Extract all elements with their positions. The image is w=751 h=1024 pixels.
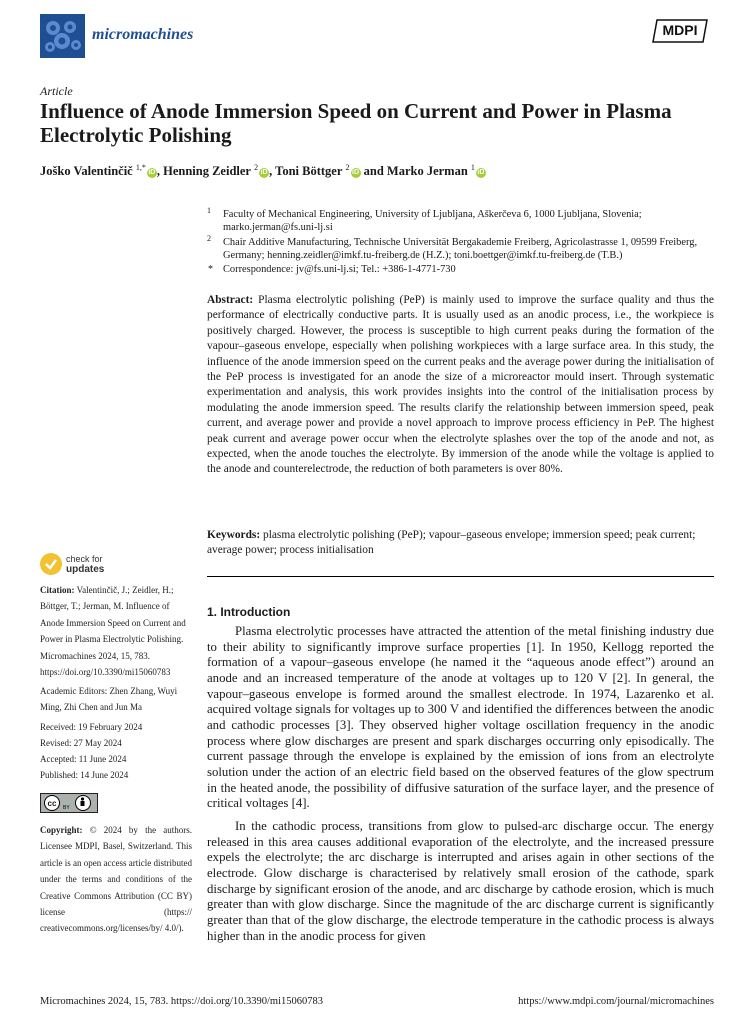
orcid-icon[interactable]: iD — [477, 169, 485, 177]
keywords-text: plasma electrolytic polishing (PeP); vapour–gaseous envelope; immersion speed; peak current; average power; process initialisation — [207, 529, 696, 557]
affiliation-number: 1 — [207, 206, 211, 215]
author-affil: 2 — [254, 163, 259, 172]
divider — [207, 576, 714, 577]
publisher-label: MDPI — [662, 22, 698, 38]
affiliation-text: Chair Additive Manufacturing, Technische Universität Bergakademie Freiberg, Agricolastrasse 1, 09599 Freiberg, Germany; henning.zeidler@imkf.tu-freiberg.de (H.Z.); toni.boettger@imkf.tu-freiberg.de (T.B.) — [223, 237, 698, 261]
by-attribution-icon — [75, 795, 91, 811]
author-affil: 2 — [345, 163, 350, 172]
orcid-icon[interactable]: iD — [260, 169, 268, 177]
revised-date: Revised: 27 May 2024 — [40, 738, 122, 748]
abstract-text: Plasma electrolytic polishing (PeP) is mainly used to improve the surface quality and thus the performance of electrically conductive parts. It is usually used as an anodic process, i.e., the workpiece is positively charged. However, the process is susceptible to high current peaks during the formation of the vapour–gaseous envelope, especially when polishing workpieces with a large surface area. In this study, the influence of the anode immersion speed on the current peaks and the average power during the initialisation of the PeP process is investigated for an anode the size of a microreactor mould insert. Through systematic experimentation and analysis, this work provides insights into the control of the initialisation process by modulating the anode immersion speed. The results clarify the relationship between immersion speed, peak current, and average power and provide a novel approach to improve process efficiency in PeP. The highest peak current and average power occur when the electrolyte splashes over the top of the anode and not, as expected, when the anode touches the electrolyte. By immersion of the anode while the voltage is applied to the anode and counterelectrode, the reduction of both parameters is over 80%. — [207, 294, 714, 476]
copyright-label: Copyright: — [40, 825, 83, 835]
author-affil: 1,* — [135, 163, 146, 172]
author-conjunction: and — [363, 164, 384, 179]
section-heading: 1. Introduction — [207, 605, 291, 619]
check-updates-line2[interactable]: updates — [66, 564, 105, 575]
journal-name[interactable]: micromachines — [92, 26, 194, 43]
journal-logo-icon — [40, 14, 85, 58]
cc-label: cc — [44, 795, 60, 811]
accepted-date: Accepted: 11 June 2024 — [40, 754, 127, 764]
academic-editors: Academic Editors: Zhen Zhang, Wuyi Ming, Zhi Chen and Jun Ma — [40, 686, 178, 713]
author-name[interactable]: Toni Böttger — [275, 164, 343, 179]
affiliation-number: * — [208, 264, 213, 275]
affiliation-text: Correspondence: jv@fs.uni-lj.si; Tel.: +386-1-4771-730 — [223, 264, 456, 275]
author-list: Joško Valentinčič $^{1,*}$iD , Henning Zeidler $^2$iD , Toni Böttger $^2$iD and Marko Jerman $^1$iD — [40, 163, 485, 179]
author-name[interactable]: Henning Zeidler — [163, 164, 251, 179]
copyright — [40, 822, 192, 937]
orcid-icon[interactable]: iD — [352, 169, 359, 177]
keywords-label: Keywords: — [207, 529, 261, 541]
check-updates-line1[interactable]: check for — [66, 554, 103, 564]
citation-label: Citation: — [40, 585, 75, 595]
published-date: Published: 14 June 2024 — [40, 770, 129, 780]
abstract-label: Abstract: — [207, 294, 254, 306]
affiliation-number: 2 — [207, 234, 211, 243]
author-name[interactable]: Joško Valentinčič — [40, 164, 133, 179]
keywords — [207, 528, 714, 559]
intro-paragraph-1: Plasma electrolytic processes have attracted the attention of the metal finishing industry due to their ability to significantly improve surface properties [1]. In 1950, Kellogg reported the formation of a vapour–gaseous envelope (he named it the “aqueous anode effect”) around an anode and an increased temperature of the anode at voltages up to 120 V [2]. In general, the vapour–gaseous envelope is formed around the smallest electrode. In 1974, Lazarenko et al. acquired voltage signals for voltages up to 300 V and identified the differences between the anodic and cathodic processes [3]. They observed higher voltage oscillation frequency in the anodic process where glow discharges are present and spark discharges occurring only episodically. The current passage through the envelope is explained by the emission of ions from an electrolyte solution under the action of an electric field based on the observed features of the glow spectrum in the heated anode, the possibility of diffusive saturation of the surface layer, and the presence of critical voltages [4]. — [207, 624, 714, 811]
abstract — [207, 293, 714, 478]
affiliation-text: Faculty of Mechanical Engineering, University of Ljubljana, Aškerčeva 6, 1000 Ljubljana, Slovenia; marko.jerman@fs.uni-lj.si — [223, 209, 642, 233]
citation — [40, 582, 192, 680]
author-name[interactable]: Marko Jerman — [386, 164, 468, 179]
by-label: BY — [63, 805, 70, 811]
orcid-icon[interactable]: iD — [148, 169, 156, 177]
citation-text[interactable]: Valentinčič, J.; Zeidler, H.; Böttger, T.; Jerman, M. Influence of Anode Immersion Speed on Current and Power in Plasma Electrolytic Polishing. Micromachines 2024, 15, 783. https://doi.org/10.3390/mi15060783 — [40, 585, 186, 678]
page-title: Influence of Anode Immersion Speed on Current and Power in Plasma Electrolytic Polishing — [40, 99, 672, 147]
footer-citation[interactable]: Micromachines 2024, 15, 783. https://doi.org/10.3390/mi15060783 — [40, 996, 324, 1007]
footer-journal-link[interactable]: https://www.mdpi.com/journal/micromachines — [518, 996, 714, 1007]
received-date: Received: 19 February 2024 — [40, 722, 143, 732]
copyright-text: © 2024 by the authors. Licensee MDPI, Basel, Switzerland. This article is an open access article distributed under the terms and conditions of the Creative Commons Attribution (CC BY) license (https:// creativecommons.org/licenses/by/ 4.0/). — [40, 825, 193, 934]
author-affil: 1 — [470, 163, 475, 172]
article-type: Article — [40, 84, 73, 98]
intro-paragraph-2: In the cathodic process, transitions from glow to pulsed-arc discharge occur. The energy released in this area causes additional evaporation of the electrolyte, and the increased pressure expels the electrolyte; the arc discharge is interrupted and arises again in other sections of the electrode. Glow discharge is characterised by relatively small erosion of the cathode, spark discharge by significant erosion of the anode, and arc discharge by cathode erosion, which is much greater than with glow discharge. Since the magnitude of the arc discharge current is significantly greater than that of the glow discharge, the electrode temperature in the cathodic process is always higher than in the anodic process for given — [207, 819, 714, 943]
cc-license-icon[interactable] — [40, 793, 98, 813]
publisher-logo[interactable] — [651, 18, 709, 44]
